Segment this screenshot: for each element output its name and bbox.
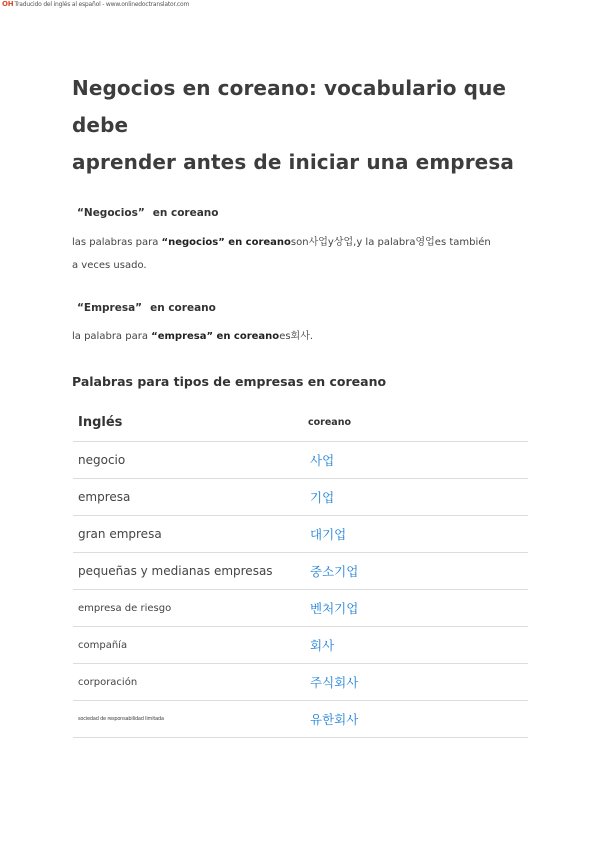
heading-negocios-term: “Negocios”: [77, 207, 145, 219]
heading-empresa-term: “Empresa”: [77, 302, 143, 314]
column-header-coreano: coreano: [308, 417, 351, 428]
table-row: [73, 516, 528, 553]
cell-korean: 사업: [308, 442, 528, 479]
banner-text: Traducido del inglés al español - www.onlinedoctranslator.com: [14, 1, 190, 8]
cell-korean: 중소기업: [308, 553, 528, 590]
paragraph-empresa-suffix: es회사.: [279, 331, 314, 342]
cell-korean: 기업: [308, 479, 528, 516]
translator-logo-icon: OH: [2, 0, 14, 8]
vocabulary-table: [73, 404, 528, 738]
cell-english: negocio: [73, 442, 308, 479]
cell-english: pequeñas y medianas empresas: [73, 553, 308, 590]
paragraph-negocios-text: son사업y상업,y la palabra영업es también: [290, 237, 491, 248]
heading-tipos-empresas: Palabras para tipos de empresas en coreano: [72, 374, 387, 389]
cell-korean: 벤처기업: [308, 590, 528, 627]
cell-english: corporación: [73, 664, 308, 701]
paragraph-negocios-prefix: las palabras para: [72, 237, 162, 248]
table-row: [73, 664, 528, 701]
column-header-ingles: Inglés: [78, 415, 123, 430]
cell-english: empresa de riesgo: [73, 590, 308, 627]
cell-korean: 회사: [308, 627, 528, 664]
heading-negocios: [77, 207, 532, 219]
title-line-1: Negocios en coreano: vocabulario que debe: [72, 76, 507, 137]
cell-korean: 대기업: [308, 516, 528, 553]
table-row: [73, 701, 528, 738]
paragraph-negocios-bold: “negocios” en coreano: [161, 237, 291, 248]
paragraph-empresa-bold: “empresa” en coreano: [151, 331, 280, 342]
cell-english: sociedad de responsabilidad limitada: [73, 701, 308, 738]
table-row: [73, 479, 528, 516]
heading-negocios-suffix: en coreano: [152, 207, 219, 219]
cell-korean: 주식회사: [308, 664, 528, 701]
paragraph-empresa-prefix: la palabra para: [72, 331, 152, 342]
paragraph-empresa: [72, 330, 532, 344]
paragraph-negocios: [72, 236, 532, 250]
cell-english: gran empresa: [73, 516, 308, 553]
heading-empresa: [77, 302, 532, 314]
cell-english: compañía: [73, 627, 308, 664]
heading-empresa-suffix: en coreano: [150, 302, 216, 314]
translation-banner: [2, 0, 189, 9]
paragraph-negocios-line2: a veces usado.: [72, 260, 147, 271]
page-title: [72, 70, 532, 181]
cell-korean: 유한회사: [308, 701, 528, 738]
title-line-2: aprender antes de iniciar una empresa: [72, 150, 514, 174]
cell-english: empresa: [73, 479, 308, 516]
table-row: [73, 590, 528, 627]
table-row: [73, 442, 528, 479]
document-page: [72, 70, 532, 738]
table-row: [73, 627, 528, 664]
table-header-row: [73, 404, 528, 442]
table-row: [73, 553, 528, 590]
